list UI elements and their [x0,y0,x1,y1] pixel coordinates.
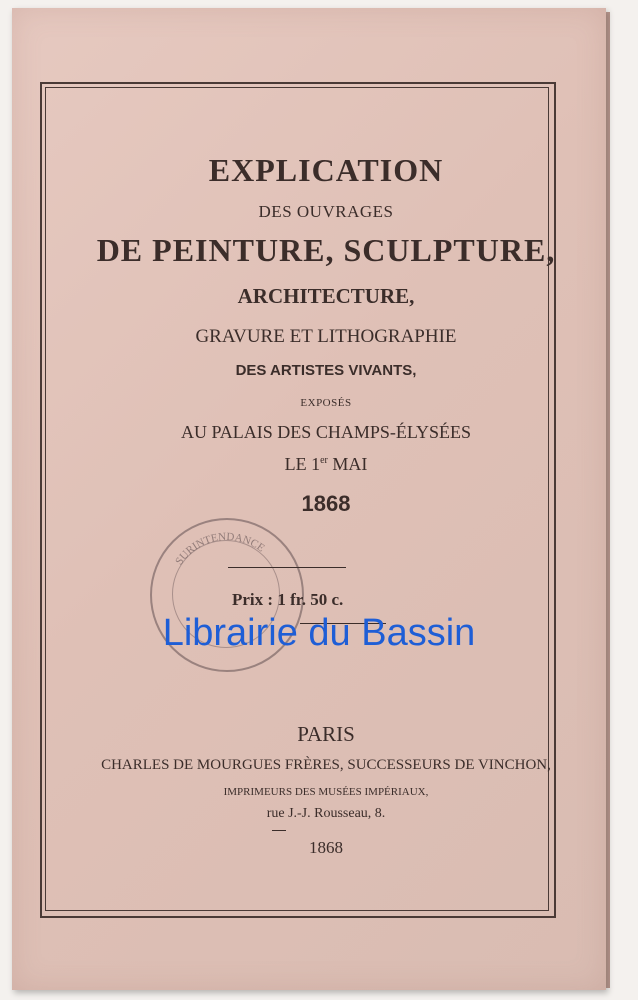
cover-subtitle-ouvrages: DES OUVRAGES [258,202,394,221]
cover-price: Prix : 1 fr. 50 c. [232,590,344,609]
cover-subtitle-gravure: GRAVURE ET LITHOGRAPHIE [195,326,457,347]
cover-year: 1868 [301,491,351,516]
divider-top [228,567,346,568]
imprint-city: PARIS [297,722,355,746]
imprint-dash [272,830,286,831]
cover-subtitle-artistes: DES ARTISTES VIVANTS, [235,362,417,379]
cover-subtitle-peinture: DE PEINTURE, SCULPTURE, [96,232,556,268]
cover-exposes: EXPOSÉS [300,397,352,409]
cover-location: AU PALAIS DES CHAMPS-ÉLYSÉES [180,422,472,442]
cover-subtitle-architecture: ARCHITECTURE, [237,284,415,308]
cover-date [40,454,612,475]
imprint-role: IMPRIMEURS DES MUSÉES IMPÉRIAUX, [223,786,429,798]
imprint-address: rue J.-J. Rousseau, 8. [266,806,386,821]
date-superscript: er [320,455,328,466]
seller-watermark: Librairie du Bassin [162,612,476,654]
date-suffix: MAI [327,454,368,474]
date-prefix: LE 1 [284,454,321,474]
stamp-text: SURINTENDANCE [173,530,267,568]
imprint-publisher: CHARLES DE MOURGUES FRÈRES, SUCCESSEURS DE VINCHON, [101,757,551,773]
cover-title: EXPLICATION [208,152,444,188]
imprint-year: 1868 [309,838,343,857]
